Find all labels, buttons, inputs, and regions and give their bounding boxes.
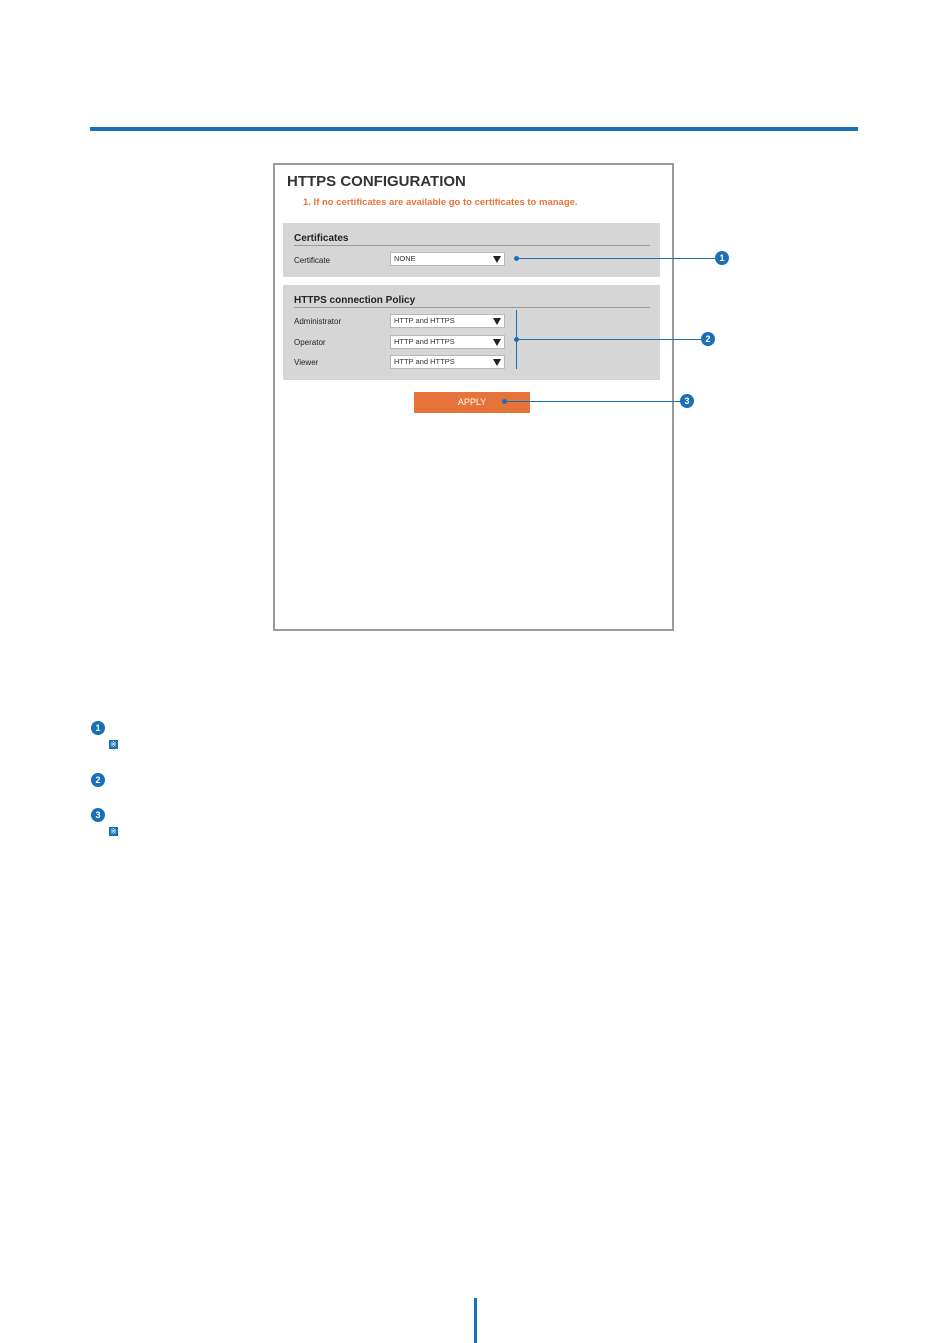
- https-policy-panel: [283, 285, 660, 380]
- https-policy-title: HTTPS connection Policy: [294, 295, 416, 306]
- bottom-rule: [474, 1298, 477, 1343]
- callout-line-2: [516, 339, 702, 340]
- panel-divider: [294, 245, 650, 246]
- administrator-label: Administrator: [294, 317, 342, 326]
- callout-line-3: [505, 401, 681, 402]
- certificate-note: 1. If no certificates are available go to certificates to manage.: [303, 197, 578, 208]
- callout-badge-1: 1: [715, 251, 729, 265]
- top-rule: [90, 127, 858, 131]
- viewer-policy-select[interactable]: [390, 355, 505, 369]
- operator-label: Operator: [294, 338, 326, 347]
- note-icon: ※: [110, 740, 117, 749]
- callout-line-1: [516, 258, 716, 259]
- panel-divider: [294, 307, 650, 308]
- apply-button[interactable]: APPLY: [414, 392, 530, 413]
- certificates-title: Certificates: [294, 233, 349, 244]
- viewer-policy-value: HTTP and HTTPS: [394, 357, 455, 366]
- legend-badge-2: 2: [91, 773, 105, 787]
- operator-policy-value: HTTP and HTTPS: [394, 337, 455, 346]
- dropdown-arrow-icon: [493, 256, 501, 263]
- dropdown-arrow-icon: [493, 359, 501, 366]
- dropdown-arrow-icon: [493, 339, 501, 346]
- administrator-policy-value: HTTP and HTTPS: [394, 316, 455, 325]
- legend-badge-3: 3: [91, 808, 105, 822]
- legend-badge-1: 1: [91, 721, 105, 735]
- certificate-select[interactable]: [390, 252, 505, 266]
- callout-badge-2: 2: [701, 332, 715, 346]
- operator-policy-select[interactable]: [390, 335, 505, 349]
- dropdown-arrow-icon: [493, 318, 501, 325]
- viewer-label: Viewer: [294, 358, 319, 367]
- https-configuration-screen: [273, 163, 674, 631]
- callout-badge-3: 3: [680, 394, 694, 408]
- page-title: HTTPS CONFIGURATION: [287, 173, 466, 190]
- certificates-panel: [283, 223, 660, 277]
- note-icon: ※: [110, 827, 117, 836]
- certificate-select-value: NONE: [394, 254, 416, 263]
- administrator-policy-select[interactable]: [390, 314, 505, 328]
- certificate-label: Certificate: [294, 256, 331, 265]
